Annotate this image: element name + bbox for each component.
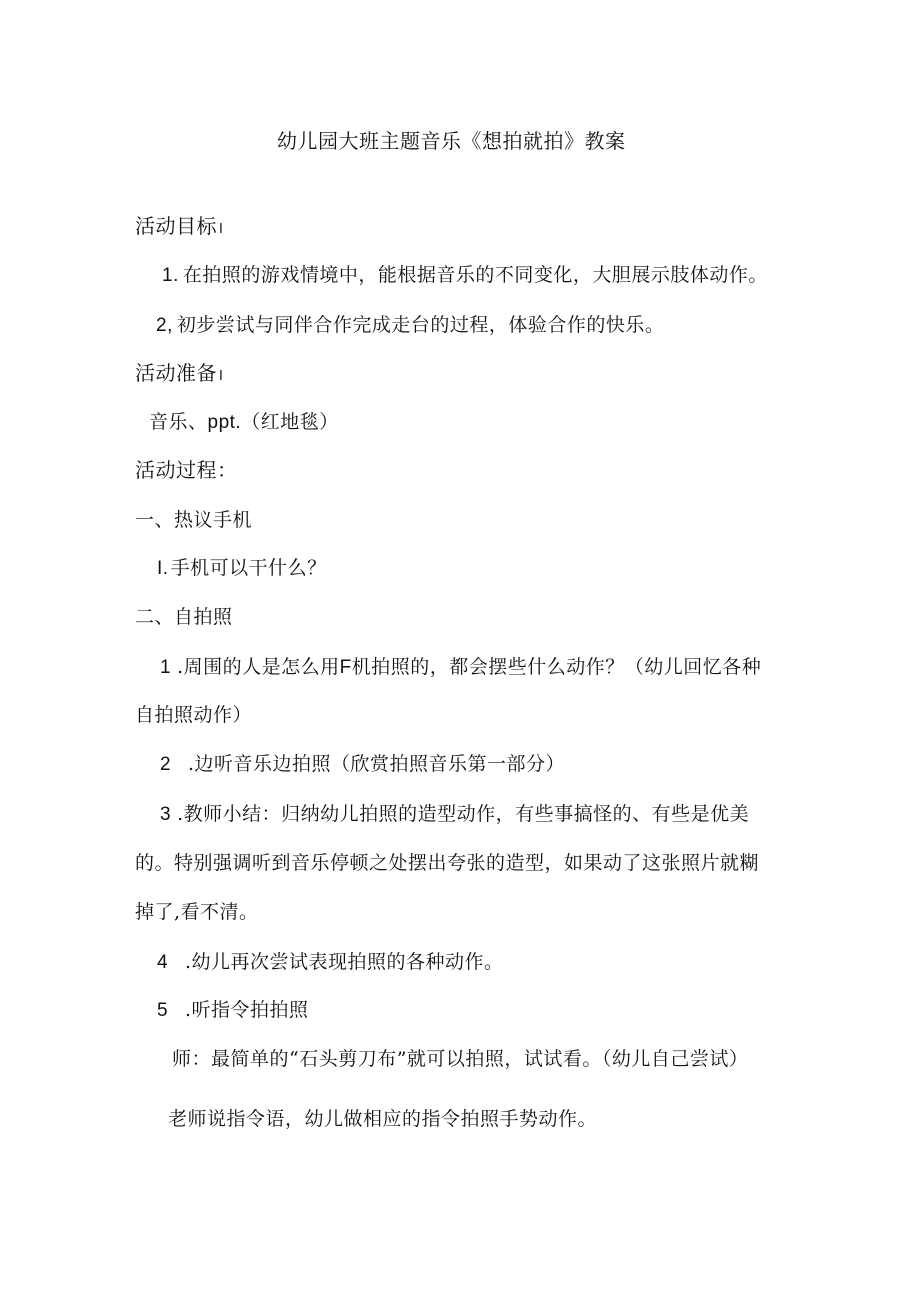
part-2-item-3-text: .教师小结：归纳幼儿拍照的造型动作，有些事搞怪的、有些是优美 xyxy=(177,803,750,825)
part-2-item-4-text: .幼儿再次尝试表现拍照的各种动作。 xyxy=(185,951,504,973)
part-2-item-2-number: 2 xyxy=(160,754,172,775)
part-2-item-4 xyxy=(157,950,504,975)
part-2-item-5 xyxy=(157,998,309,1023)
prep-materials-carpet: （红地毯） xyxy=(241,411,339,433)
goals-heading-mark: I xyxy=(219,222,224,237)
part-2-item-5-number: 5 xyxy=(157,1000,169,1021)
part-2-item-1-text-b: F xyxy=(339,657,352,678)
part-2-item-2 xyxy=(160,752,565,777)
part-2-item-3-number: 3 xyxy=(160,804,172,825)
part-2-item-1 xyxy=(160,655,761,680)
part-2-item-1-text-a: .周围的人是怎么用 xyxy=(177,656,340,678)
goal-item-2-number: 2, xyxy=(156,315,173,336)
prep-heading-text: 活动准备 xyxy=(135,361,217,385)
goal-item-2-text: 初步尝试与同伴合作完成走台的过程，体验合作的快乐。 xyxy=(176,314,665,336)
goals-heading-text: 活动目标 xyxy=(135,214,217,238)
teacher-line: 师：最简单的“石头剪刀布”就可以拍照，试试看。（幼儿自己尝试） xyxy=(172,1048,749,1070)
part-2-item-1-number: 1 xyxy=(160,657,172,678)
part-2-item-3-continued-1: 的。特别强调听到音乐停顿之处摆出夸张的造型，如果动了这张照片就糊 xyxy=(135,852,760,874)
closing-line: 老师说指令语，幼儿做相应的指令拍照手势动作。 xyxy=(168,1108,598,1130)
part-2-item-4-number: 4 xyxy=(157,952,169,973)
goals-heading xyxy=(135,214,223,242)
part-2-item-5-text: .听指令拍拍照 xyxy=(185,999,309,1021)
part-1-item-1 xyxy=(157,556,327,581)
part-1-item-1-number: I. xyxy=(157,558,169,579)
prep-materials xyxy=(149,410,339,435)
goal-item-2 xyxy=(156,313,664,338)
prep-heading xyxy=(135,361,223,389)
document-title: 幼儿园大班主题音乐《想拍就拍》教案 xyxy=(277,129,626,153)
goal-item-1 xyxy=(162,263,768,288)
prep-heading-mark: I xyxy=(219,369,224,384)
prep-materials-music: 音乐、 xyxy=(149,411,208,433)
part-2-item-1-text-c: 机拍照的，都会摆些什么动作？（幼儿回忆各种 xyxy=(351,656,762,678)
part-2-item-1-continued: 自拍照动作） xyxy=(135,704,253,726)
part-2-item-2-text: .边听音乐边拍照（欣赏拍照音乐第一部分） xyxy=(188,753,566,775)
part-2-item-3-continued-2: 掉了,看不清。 xyxy=(135,901,259,923)
goal-item-1-number: 1. xyxy=(162,265,179,286)
part-1-item-1-text: 手机可以干什么？ xyxy=(170,557,327,579)
prep-materials-ppt: ppt. xyxy=(207,412,242,433)
process-heading: 活动过程： xyxy=(135,458,238,482)
part-2-item-3 xyxy=(160,802,749,827)
part-2-heading: 二、自拍照 xyxy=(135,606,233,628)
part-1-heading: 一、热议手机 xyxy=(135,509,253,531)
goal-item-1-text: 在拍照的游戏情境中，能根据音乐的不同变化，大胆展示肢体动作。 xyxy=(182,264,768,286)
